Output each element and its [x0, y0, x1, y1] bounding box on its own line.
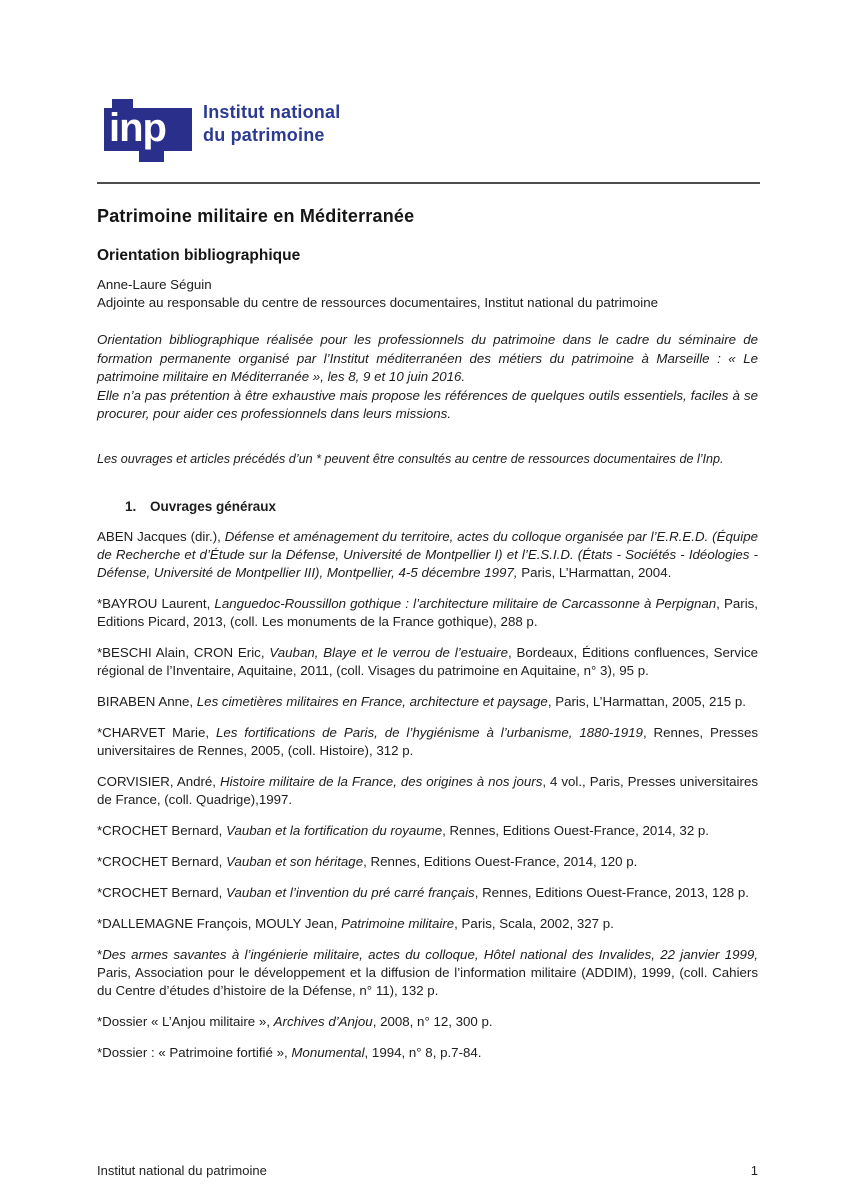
entry-text-segment: , Bordeaux, Éditions confluences, Service régional de l’Inventaire, Aquitaine, 2011, (coll. Visages du patrimoine en Aquitaine, n° 3), 95 p.: [97, 644, 759, 678]
entry-text-segment: , 1994, n° 8, p.7-84.: [364, 1044, 482, 1060]
inp-logo: [104, 99, 204, 165]
inp-logo-wordmark-line2: du patrimoine: [203, 124, 325, 145]
inp-logo-wordmark-line1: Institut national: [203, 102, 341, 122]
document-title: Patrimoine militaire en Méditerranée: [97, 206, 415, 226]
document-subtitle: Orientation bibliographique: [97, 247, 301, 264]
bibliography-entry: [97, 595, 758, 631]
entry-text-segment: *CROCHET Bernard,: [97, 884, 227, 900]
bibliography-entry: [97, 1044, 758, 1062]
bibliography-entry: [97, 528, 758, 582]
entry-text-segment: , Rennes, Editions Ouest-France, 2014, 32 p.: [442, 822, 709, 838]
inp-logo-bottom-tab: [139, 151, 164, 162]
entry-text-segment: Paris, Association pour le développement et la diffusion de l’information militaire (ADDIM), 1999, (coll. Cahiers du Centre d’études d’histoire de la Défense, n° 11), 132 p.: [97, 964, 758, 998]
entry-text-segment: , Rennes, Presses universitaires de Rennes, 2005, (coll. Histoire), 312 p.: [97, 724, 758, 758]
entry-text-segment: *: [97, 946, 103, 962]
entry-title-segment: Les cimetières militaires en France, architecture et paysage: [196, 693, 548, 709]
entry-title-segment: Histoire militaire de la France, des origines à nos jours: [219, 773, 543, 789]
bibliography-entry: [97, 1013, 758, 1031]
author-name: Anne-Laure Séguin: [97, 277, 212, 292]
entry-text-segment: *DALLEMAGNE François, MOULY Jean,: [97, 915, 342, 931]
bibliography-entry: [97, 724, 758, 760]
footer-institution: Institut national du patrimoine: [97, 1163, 267, 1178]
entry-text-segment: , 2008, n° 12, 300 p.: [372, 1013, 493, 1029]
entry-title-segment: Vauban, Blaye et le verrou de l’estuaire: [269, 644, 508, 660]
bibliography-entry: [97, 693, 758, 711]
entry-text-segment: Paris, L’Harmattan, 2004.: [517, 564, 672, 580]
footer-page-number: 1: [750, 1163, 758, 1178]
section-title: Ouvrages généraux: [150, 498, 277, 514]
entry-text-segment: ABEN Jacques (dir.),: [97, 528, 225, 544]
entry-text-segment: , 4 vol., Paris, Presses universitaires de France, (coll. Quadrige),1997.: [97, 773, 758, 807]
entry-title-segment: Vauban et l’invention du pré carré français: [226, 884, 475, 900]
bibliography-entry: [97, 884, 758, 902]
entry-title-segment: Les fortifications de Paris, de l’hygiénisme à l’urbanisme, 1880-1919: [215, 724, 643, 740]
entry-title-segment: Vauban et son héritage: [226, 853, 364, 869]
bibliography-entry: [97, 644, 758, 680]
document-content: [97, 206, 758, 1075]
bibliography-entry: [97, 946, 758, 1000]
entry-text-segment: *BAYROU Laurent,: [97, 595, 215, 611]
entry-text-segment: *Dossier : « Patrimoine fortifié »,: [97, 1044, 292, 1060]
entry-text-segment: *CROCHET Bernard,: [97, 853, 227, 869]
intro-paragraph-2: Elle n’a pas prétention à être exhaustive mais propose les références de quelques outils essentiels, faciles à se procurer, pour aider ces professionnels dans leurs missions.: [97, 387, 758, 421]
entry-text-segment: CORVISIER, André,: [97, 773, 220, 789]
bibliography-entry: [97, 853, 758, 871]
inp-logo-wordmark: [203, 101, 340, 146]
entry-title-segment: Languedoc-Roussillon gothique : l’architecture militaire de Carcassonne à Perpignan: [214, 595, 717, 611]
introduction: [97, 331, 758, 424]
entry-text-segment: , Paris, L’Harmattan, 2005, 215 p.: [547, 693, 746, 709]
intro-paragraph-1: Orientation bibliographique réalisée pour les professionnels du patrimoine dans le cadre du séminaire de formation permanente organisé par l’Institut méditerranéen des métiers du patrimoine à Marseille : « Le patrimoine militaire en Méditerranée », les 8, 9 et 10 juin 2016.: [97, 332, 758, 384]
asterisk-note: Les ouvrages et articles précédés d’un * peuvent être consultés au centre de ressources documentaires de l’Inp.: [97, 451, 724, 466]
entry-text-segment: , Rennes, Editions Ouest-France, 2013, 128 p.: [474, 884, 749, 900]
entry-text-segment: , Paris, Scala, 2002, 327 p.: [454, 915, 614, 931]
entry-title-segment: Archives d’Anjou: [273, 1013, 373, 1029]
author-role: Adjointe au responsable du centre de ressources documentaires, Institut national du patrimoine: [97, 295, 659, 310]
section-number: 1.: [125, 498, 137, 514]
bibliography-entry: [97, 915, 758, 933]
entry-text-segment: , Paris, Editions Picard, 2013, (coll. Les monuments de la France gothique), 288 p.: [97, 595, 758, 629]
bibliography-list: [97, 528, 758, 1062]
inp-logo-box: [104, 108, 192, 151]
entry-text-segment: *BESCHI Alain, CRON Eric,: [97, 644, 270, 660]
entry-text-segment: , Rennes, Editions Ouest-France, 2014, 120 p.: [363, 853, 638, 869]
entry-title-segment: Monumental: [291, 1044, 365, 1060]
entry-text-segment: *Dossier « L’Anjou militaire »,: [97, 1013, 274, 1029]
entry-title-segment: Des armes savantes à l’ingénierie militaire, actes du colloque, Hôtel national des Invalides, 22 janvier 1999,: [102, 946, 758, 962]
inp-logo-mark: inp: [109, 106, 166, 150]
entry-title-segment: Vauban et la fortification du royaume: [226, 822, 443, 838]
entry-title-segment: Patrimoine militaire: [341, 915, 455, 931]
page-footer: [97, 1163, 758, 1178]
section-heading: [97, 499, 758, 514]
bibliography-entry: [97, 773, 758, 809]
entry-text-segment: BIRABEN Anne,: [97, 693, 197, 709]
entry-text-segment: *CROCHET Bernard,: [97, 822, 227, 838]
header-divider: [97, 182, 760, 184]
entry-text-segment: *CHARVET Marie,: [97, 724, 216, 740]
entry-title-segment: Défense et aménagement du territoire, actes du colloque organisée par l’E.R.E.D. (Équipe de Recherche et d’Étude sur la Défense, Université de Montpellier I) et l’E.S.I.D. (États - Sociétés - Idéologies - Défense, Université de Montpellier III), Montpellier, 4-5 décembre 1997,: [97, 528, 758, 580]
bibliography-entry: [97, 822, 758, 840]
